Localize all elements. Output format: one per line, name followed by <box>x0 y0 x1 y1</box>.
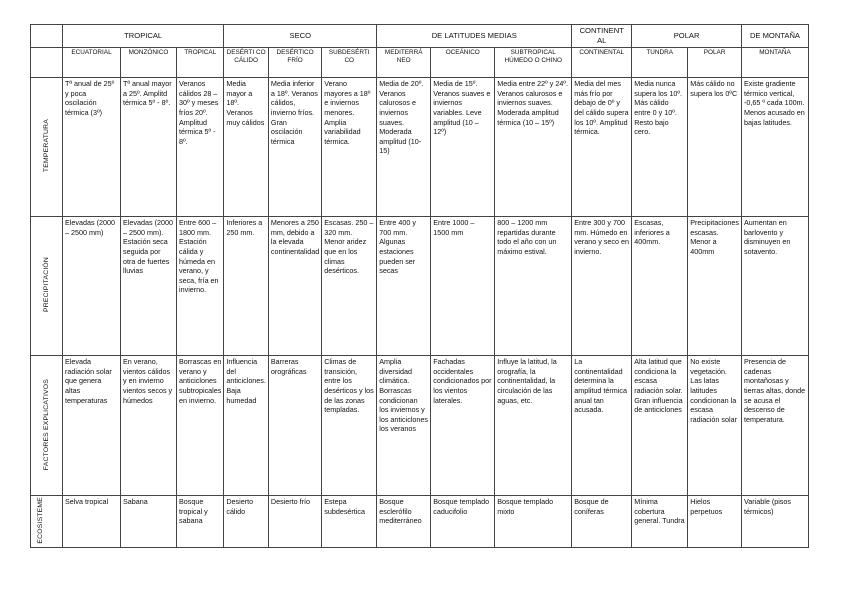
table-cell: Influye la latitud, la orografía, la continentalidad, la circulación de las aguas, etc. <box>495 356 572 496</box>
group-header-row <box>31 25 809 48</box>
table-cell: Alta latitud que condiciona la escasa radiación solar. Gran influencia de anticiclones <box>632 356 688 496</box>
table-cell: Mínima cobertura general. Tundra <box>632 496 688 548</box>
table-row-temperatura <box>31 78 809 217</box>
table-cell: Bosque de coníferas <box>572 496 632 548</box>
table-cell: Media mayor a 18º. Veranos muy cálidos <box>224 78 269 217</box>
table-cell: Borrascas en verano y anticiclones subtropicales en invierno. <box>177 356 224 496</box>
column-header: MONZÓNICO <box>121 48 177 78</box>
group-latitudes-medias: DE LATITUDES MEDIAS <box>377 25 572 48</box>
group-montana: DE MONTAÑA <box>741 25 808 48</box>
table-cell: Entre 400 y 700 mm. Algunas estaciones pueden ser secas <box>377 217 431 356</box>
table-cell: La continentalidad determina la amplitud térmica anual tan acusada. <box>572 356 632 496</box>
table-cell: Bosque templado mixto <box>495 496 572 548</box>
corner-cell <box>31 48 63 78</box>
column-header: SUBTROPICAL HÚMEDO O CHINO <box>495 48 572 78</box>
table-cell: Entre 300 y 700 mm. Húmedo en verano y seco en invierno. <box>572 217 632 356</box>
table-cell: Bosque esclerófilo mediterráneo <box>377 496 431 548</box>
table-cell: Sabana <box>121 496 177 548</box>
column-header: OCEÁNICO <box>431 48 495 78</box>
table-cell: Verano mayores a 18º e inviernos menores. Amplia variabilidad térmica. <box>322 78 377 217</box>
column-header-row <box>31 48 809 78</box>
group-tropical: TROPICAL <box>63 25 224 48</box>
column-header: MONTAÑA <box>741 48 808 78</box>
table-cell: Existe gradiente térmico vertical, -0,65 º cada 100m. Menos acusado en bajas latitudes. <box>741 78 808 217</box>
table-cell: Desierto cálido <box>224 496 269 548</box>
column-header: ECUATORIAL <box>63 48 121 78</box>
column-header: POLAR <box>688 48 742 78</box>
row-label: FACTORES EXPLICATIVOS <box>42 378 50 470</box>
table-cell: Fachadas occidentales condicionados por los vientos laterales. <box>431 356 495 496</box>
table-cell: Bosque tropical y sabana <box>177 496 224 548</box>
table-cell: Variable (pisos térmicos) <box>741 496 808 548</box>
table-cell: 800 – 1200 mm repartidas durante todo el año con un máximo estival. <box>495 217 572 356</box>
table-row-precipitacion <box>31 217 809 356</box>
table-cell: Hielos perpetuos <box>688 496 742 548</box>
table-cell: Amplia diversidad climática. Borrascas condicionan los inviernos y los anticiclones los veranos <box>377 356 431 496</box>
table-cell: Tª anual de 25º y poca oscilación térmica (3º) <box>63 78 121 217</box>
table-cell: Más cálido no supera los 0ºC <box>688 78 742 217</box>
column-header: CONTINENTAL <box>572 48 632 78</box>
table-cell: En verano, vientos cálidos y en invierno vientos secos y húmedos <box>121 356 177 496</box>
table-cell: No existe vegetación. Las latas latitudes condicionan la escasa radiación solar <box>688 356 742 496</box>
column-header: MEDITERRÁ NEO <box>377 48 431 78</box>
column-header: DESÉRTICO FRÍO <box>268 48 321 78</box>
climate-table-page <box>30 24 809 548</box>
table-cell: Media inferior a 18º. Veranos cálidos, invierno fríos. Gran oscilación térmica <box>268 78 321 217</box>
table-cell: Media de 15º. Veranos suaves e inviernos variables. Leve amplitud (10 – 12º) <box>431 78 495 217</box>
row-header <box>31 356 63 496</box>
row-header <box>31 496 63 548</box>
table-cell: Influencia del anticiclones. Baja humedad <box>224 356 269 496</box>
row-header <box>31 217 63 356</box>
table-cell: Climas de transición, entre los desérticos y los de las zonas templadas. <box>322 356 377 496</box>
row-label: ECOSISTEME <box>36 497 44 544</box>
row-label: TEMPERATURA <box>42 119 50 173</box>
table-cell: Entre 600 – 1800 mm. Estación cálida y húmeda en verano, y seca, fría en invierno. <box>177 217 224 356</box>
table-cell: Elevadas (2000 – 2500 mm) <box>63 217 121 356</box>
table-cell: Tª anual mayor a 25º. Amplitd térmica 5º - 8º. <box>121 78 177 217</box>
group-polar: POLAR <box>632 25 742 48</box>
table-cell: Aumentan en barlovento y disminuyen en sotavento. <box>741 217 808 356</box>
corner-cell <box>31 25 63 48</box>
table-cell: Elevada radiación solar que genera altas temperaturas <box>63 356 121 496</box>
table-cell: Inferiores a 250 mm. <box>224 217 269 356</box>
table-cell: Escasas, inferiores a 400mm. <box>632 217 688 356</box>
table-row-factores <box>31 356 809 496</box>
table-cell: Selva tropical <box>63 496 121 548</box>
column-header: TROPICAL <box>177 48 224 78</box>
climate-classification-table <box>30 24 809 548</box>
table-cell: Precipitaciones escasas. Menor a 400mm <box>688 217 742 356</box>
table-cell: Desierto frío <box>268 496 321 548</box>
table-cell: Media entre 22º y 24º. Veranos calurosos e inviernos suaves. Moderada amplitud térmica (10 – 15º) <box>495 78 572 217</box>
table-cell: Barreras orográficas <box>268 356 321 496</box>
table-cell: Menores a 250 mm, debido a la elevada continentalidad <box>268 217 321 356</box>
table-cell: Media de 20º. Veranos calurosos e inviernos suaves. Moderada amplitud (10-15) <box>377 78 431 217</box>
table-cell: Escasas. 250 – 320 mm. Menor aridez que en los climas desérticos. <box>322 217 377 356</box>
row-label: PRECIPITACIÓN <box>42 257 50 313</box>
group-seco: SECO <box>224 25 377 48</box>
table-cell: Estepa subdesértica <box>322 496 377 548</box>
table-cell: Media del mes más frío por debajo de 0º y del cálido supera los 10º. Amplitud térmica. <box>572 78 632 217</box>
column-header: TUNDRA <box>632 48 688 78</box>
column-header: SUBDESÉRTI CO <box>322 48 377 78</box>
table-row-ecosistema <box>31 496 809 548</box>
table-cell: Entre 1000 – 1500 mm <box>431 217 495 356</box>
row-header <box>31 78 63 217</box>
table-cell: Bosque templado caducifolio <box>431 496 495 548</box>
table-cell: Media nunca supera los 10º. Más cálido entre 0 y 10º. Resto bajo cero. <box>632 78 688 217</box>
group-continental: CONTINENT AL <box>572 25 632 48</box>
table-cell: Elevadas (2000 – 2500 mm). Estación seca seguida por otra de fuertes lluvias <box>121 217 177 356</box>
table-cell: Presencia de cadenas montañosas y tierras altas, donde se acusa el descenso de temperatura. <box>741 356 808 496</box>
table-cell: Veranos cálidos 28 – 30º y meses fríos 20º. Amplitud térmica 5º - 8º. <box>177 78 224 217</box>
column-header: DESÉRTI CO CÁLIDO <box>224 48 269 78</box>
